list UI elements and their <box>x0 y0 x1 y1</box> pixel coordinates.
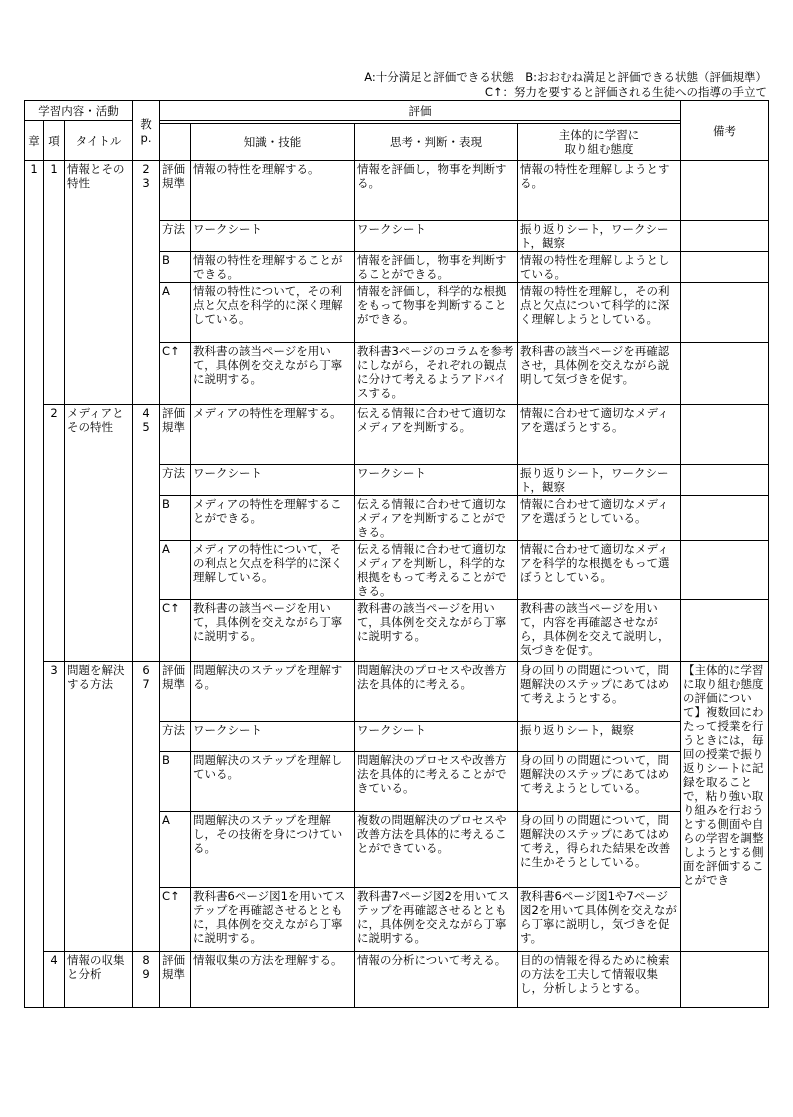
knowledge-cell: 情報収集の方法を理解する。 <box>191 952 355 1008</box>
knowledge-cell: 問題解決のステップを理解する。 <box>191 662 355 722</box>
knowledge-cell: 問題解決のステップを理解している。 <box>191 752 355 812</box>
thinking-cell: 伝える情報に合わせて適切なメディアを判断し，科学的な根拠をもって考えることができる。 <box>355 541 518 600</box>
thinking-cell: 教科書の該当ページを用いて，具体例を交えながら丁寧に説明する。 <box>355 600 518 662</box>
remark-empty <box>681 283 769 343</box>
knowledge-cell: 情報の特性について，その利点と欠点を科学的に深く理解している。 <box>191 283 355 343</box>
table-body <box>25 161 769 1008</box>
table-row <box>25 662 769 722</box>
remark-empty <box>681 252 769 283</box>
row-label: C↑ <box>160 600 191 662</box>
thinking-cell: ワークシート <box>355 722 518 752</box>
row-label: 方法 <box>160 221 191 252</box>
section-title: 情報の収集と分析 <box>65 952 133 1008</box>
thinking-cell: ワークシート <box>355 221 518 252</box>
section-title: 問題を解決する方法 <box>65 662 133 952</box>
thinking-cell: 情報を評価し，物事を判断する。 <box>355 161 518 221</box>
row-label: 評価規準 <box>160 952 191 1008</box>
item-number: 3 <box>44 662 65 952</box>
remark-empty <box>681 952 769 1008</box>
thinking-cell: 教科書3ページのコラムを参考にしながら，それぞれの観点に分けて考えるようアドバイスする。 <box>355 343 518 405</box>
item-number: 1 <box>44 161 65 405</box>
chapter-number: 1 <box>25 161 44 1008</box>
row-label: A <box>160 812 191 888</box>
row-label: B <box>160 752 191 812</box>
attitude-cell: 身の回りの問題について，問題解決のステップにあてはめて考えようとしている。 <box>518 752 681 812</box>
knowledge-cell: ワークシート <box>191 465 355 496</box>
header-thinking: 思考・判断・表現 <box>355 124 518 161</box>
row-label: 評価規準 <box>160 662 191 722</box>
header-label-blank <box>160 124 191 161</box>
row-label: C↑ <box>160 888 191 952</box>
knowledge-cell: 情報の特性を理解する。 <box>191 161 355 221</box>
knowledge-cell: ワークシート <box>191 722 355 752</box>
textbook-pages: 2 3 <box>133 161 160 405</box>
attitude-cell: 目的の情報を得るために検索の方法を工夫して情報収集し，分析しようとする。 <box>518 952 681 1008</box>
header-remarks: 備考 <box>681 101 769 161</box>
attitude-cell: 情報の特性を理解しようとしている。 <box>518 252 681 283</box>
row-label: A <box>160 283 191 343</box>
row-label: A <box>160 541 191 600</box>
knowledge-cell: 教科書の該当ページを用いて，具体例を交えながら丁寧に説明する。 <box>191 600 355 662</box>
thinking-cell: 問題解決のプロセスや改善方法を具体的に考える。 <box>355 662 518 722</box>
remark-empty <box>681 405 769 465</box>
row-label: C↑ <box>160 343 191 405</box>
evaluation-table <box>24 100 769 1008</box>
knowledge-cell: 教科書6ページ図1を用いてステップを再確認させるとともに，具体例を交えながら丁寧に説明する。 <box>191 888 355 952</box>
row-label: B <box>160 252 191 283</box>
attitude-cell: 情報に合わせて適切なメディアを選ぼうとする。 <box>518 405 681 465</box>
thinking-cell: 情報を評価し，科学的な根拠をもって物事を判断することができる。 <box>355 283 518 343</box>
table-row <box>25 952 769 1008</box>
remark-empty <box>681 221 769 252</box>
remark-empty <box>681 600 769 662</box>
knowledge-cell: メディアの特性を理解する。 <box>191 405 355 465</box>
row-label: 方法 <box>160 722 191 752</box>
row-label: B <box>160 496 191 541</box>
thinking-cell: 伝える情報に合わせて適切なメディアを判断する。 <box>355 405 518 465</box>
remark-empty <box>681 161 769 221</box>
header-knowledge: 知識・技能 <box>191 124 355 161</box>
table-row <box>25 161 769 221</box>
attitude-cell: 情報に合わせて適切なメディアを科学的な根拠をもって選ぼうとしている。 <box>518 541 681 600</box>
header-page: 教p. <box>133 101 160 161</box>
header-title: タイトル <box>65 121 133 161</box>
remark-empty <box>681 465 769 496</box>
attitude-cell: 身の回りの問題について，問題解決のステップにあてはめて考え，得られた結果を改善に生かそうとしている。 <box>518 812 681 888</box>
knowledge-cell: 教科書の該当ページを用いて，具体例を交えながら丁寧に説明する。 <box>191 343 355 405</box>
legend-line-1: A:十分満足と評価できる状態 B:おおむね満足と評価できる状態（評価規準） <box>364 70 767 84</box>
remark-empty <box>681 541 769 600</box>
remark-cell: 【主体的に学習に取り組む態度の評価について】複数回にわたって授業を行うときには，毎回の授業で振り返りシートに記録を取ることで，粘り強い取り組みを行おうとする側面や自らの学習を調整しようとする側面を評価することができ <box>681 662 769 952</box>
knowledge-cell: 問題解決のステップを理解し，その技術を身につけている。 <box>191 812 355 888</box>
thinking-cell: 複数の問題解決のプロセスや改善方法を具体的に考えることができている。 <box>355 812 518 888</box>
thinking-cell: 伝える情報に合わせて適切なメディアを判断することができる。 <box>355 496 518 541</box>
attitude-cell: 振り返りシート，観察 <box>518 722 681 752</box>
row-label: 方法 <box>160 465 191 496</box>
attitude-cell: 振り返りシート，ワークシート，観察 <box>518 465 681 496</box>
header-attitude: 主体的に学習に 取り組む態度 <box>518 124 681 161</box>
header-evaluation: 評価 <box>160 101 681 121</box>
section-title: 情報とその特性 <box>65 161 133 405</box>
row-label: 評価規準 <box>160 161 191 221</box>
textbook-pages: 8 9 <box>133 952 160 1008</box>
legend-line-2: C↑：努力を要すると評価される生徒への指導の手立て <box>484 85 767 99</box>
header-chapter: 章 <box>25 121 44 161</box>
attitude-cell: 情報の特性を理解しようとする。 <box>518 161 681 221</box>
item-number: 2 <box>44 405 65 662</box>
knowledge-cell: ワークシート <box>191 221 355 252</box>
header-item: 項 <box>44 121 65 161</box>
attitude-cell: 情報に合わせて適切なメディアを選ぼうとしている。 <box>518 496 681 541</box>
attitude-cell: 情報の特性を理解し，その利点と欠点について科学的に深く理解しようとしている。 <box>518 283 681 343</box>
knowledge-cell: メディアの特性を理解することができる。 <box>191 496 355 541</box>
thinking-cell: 情報の分析について考える。 <box>355 952 518 1008</box>
textbook-pages: 4 5 <box>133 405 160 662</box>
knowledge-cell: メディアの特性について，その利点と欠点を科学的に深く理解している。 <box>191 541 355 600</box>
thinking-cell: 教科書7ページ図2を用いてステップを再確認させるとともに，具体例を交えながら丁寧に説明する。 <box>355 888 518 952</box>
remark-empty <box>681 343 769 405</box>
knowledge-cell: 情報の特性を理解することができる。 <box>191 252 355 283</box>
table-row <box>25 405 769 465</box>
attitude-cell: 教科書の該当ページを再確認させ，具体例を交えながら説明して気づきを促す。 <box>518 343 681 405</box>
attitude-cell: 身の回りの問題について，問題解決のステップにあてはめて考えようとする。 <box>518 662 681 722</box>
thinking-cell: 情報を評価し，物事を判断することができる。 <box>355 252 518 283</box>
remark-empty <box>681 496 769 541</box>
textbook-pages: 6 7 <box>133 662 160 952</box>
item-number: 4 <box>44 952 65 1008</box>
row-label: 評価規準 <box>160 405 191 465</box>
attitude-cell: 教科書6ページ図1や7ページ図2を用いて具体例を交えながら丁寧に説明し，気づきを促す。 <box>518 888 681 952</box>
header-activity: 学習内容・活動 <box>25 101 133 121</box>
thinking-cell: ワークシート <box>355 465 518 496</box>
attitude-cell: 振り返りシート，ワークシート，観察 <box>518 221 681 252</box>
attitude-cell: 教科書の該当ページを用いて，内容を再確認させながら，具体例を交えて説明し，気づきを促す。 <box>518 600 681 662</box>
section-title: メディアとその特性 <box>65 405 133 662</box>
thinking-cell: 問題解決のプロセスや改善方法を具体的に考えることができている。 <box>355 752 518 812</box>
